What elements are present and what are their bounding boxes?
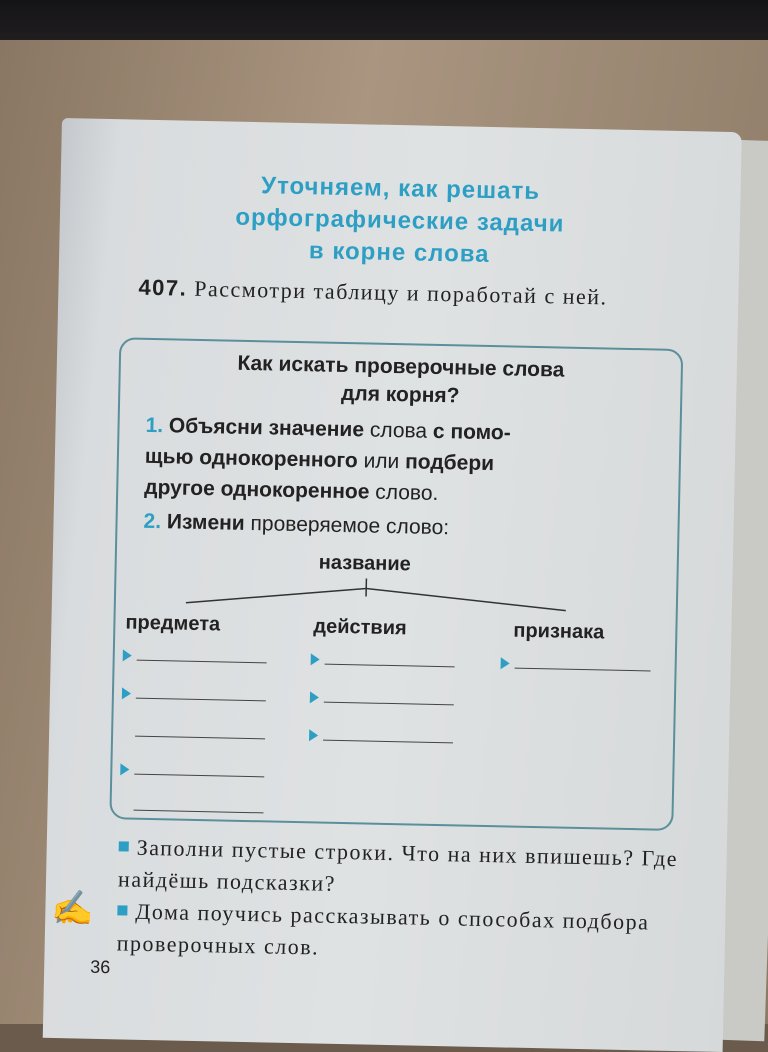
arrow-marker <box>309 729 318 741</box>
arrow-marker <box>123 649 132 661</box>
root-label: название <box>318 551 411 576</box>
heading-line3: в корне слова <box>59 232 739 274</box>
page-number: 36 <box>90 957 110 978</box>
blank-line <box>137 660 267 664</box>
heading-line1: Уточняем, как решать <box>60 168 740 210</box>
step-1-bold-5: другое однокоренное <box>144 476 370 504</box>
task-2-text: Дома поучись рассказывать о способах подбора проверочных слов. <box>116 899 649 960</box>
blank-line <box>515 668 651 672</box>
step-2-number: 2. <box>143 510 161 533</box>
blank-line <box>323 740 453 744</box>
task-1 <box>118 831 699 907</box>
arrow-marker <box>311 653 320 665</box>
step-1 <box>144 410 666 514</box>
blank-line <box>325 664 455 668</box>
step-1-text-1: слова <box>364 418 433 442</box>
box-title-line1: Как искать проверочные слова <box>121 349 681 385</box>
rule-box <box>109 337 683 831</box>
step-2 <box>143 506 664 548</box>
arrow-marker <box>310 691 319 703</box>
step-1-bold-3: щью однокоренного <box>145 445 358 472</box>
blank-line <box>134 810 264 814</box>
step-1-number: 1. <box>145 414 163 437</box>
exercise-text <box>138 272 679 315</box>
branch-lines <box>176 574 617 613</box>
blank-line <box>324 702 454 706</box>
arrow-marker <box>122 687 131 699</box>
step-1-bold-2: с помо- <box>433 420 511 445</box>
task-bullet <box>119 841 129 851</box>
exercise-number: 407. <box>138 275 187 301</box>
column-attribute: признака <box>513 620 604 645</box>
heading-line2: орфографические задачи <box>60 200 740 242</box>
textbook-page <box>43 118 742 1052</box>
arrow-marker <box>120 763 129 775</box>
column-action: действия <box>313 615 407 640</box>
box-title-line2: для корня? <box>120 377 680 413</box>
blank-line <box>135 736 265 740</box>
blank-line <box>136 698 266 702</box>
step-1-bold-4: подбери <box>405 450 494 475</box>
task-bullet <box>117 905 127 915</box>
step-1-text-2: или <box>358 449 406 473</box>
column-object: предмета <box>125 611 220 636</box>
step-2-bold: Измени <box>167 510 245 535</box>
blank-line <box>134 774 264 778</box>
task-2 <box>116 895 697 971</box>
task-1-text: Заполни пустые строки. Что на них впишешь? Где найдёшь подсказки? <box>118 835 678 896</box>
step-1-text-3: слово. <box>369 481 438 505</box>
home-study-icon: ✍ <box>51 888 94 929</box>
step-2-text: проверяемое слово: <box>244 512 449 539</box>
arrow-marker <box>501 657 510 669</box>
exercise-instruction: Рассмотри таблицу и поработай с ней. <box>194 276 608 310</box>
step-1-bold-1: Объясни значение <box>169 414 365 441</box>
